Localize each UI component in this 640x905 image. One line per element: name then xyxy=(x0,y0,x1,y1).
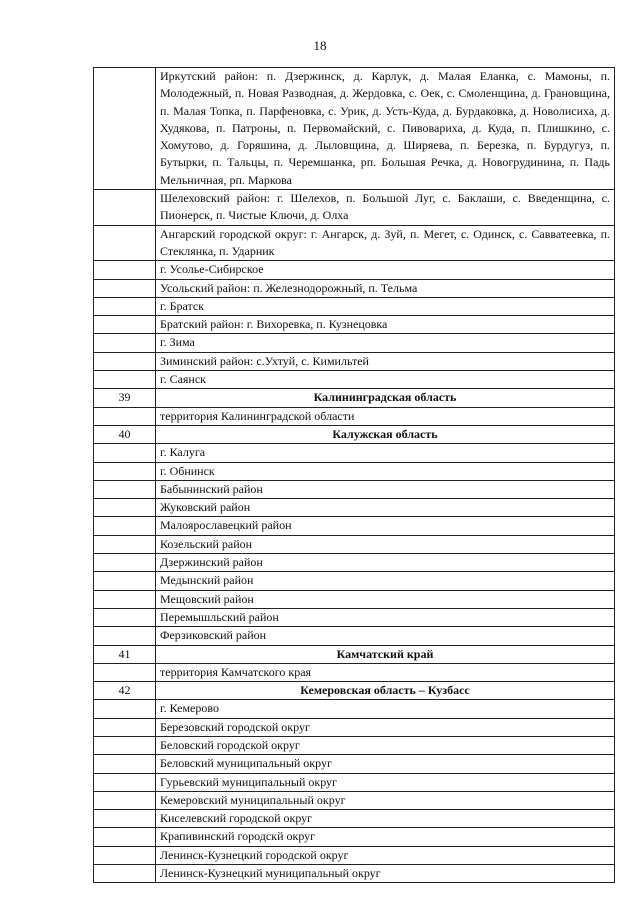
row-number xyxy=(94,480,156,498)
row-number xyxy=(94,371,156,389)
territory-name: Ангарский городской округ: г. Ангарск, д. Зуй, п. Мегет, с. Одинск, с. Савватеевка, п. Стеклянка, п. Ударник xyxy=(156,225,615,261)
territory-name: г. Обнинск xyxy=(156,462,615,480)
table-row xyxy=(94,480,615,498)
table-row xyxy=(94,462,615,480)
table-row xyxy=(94,499,615,517)
territory-name: Ферзиковский район xyxy=(156,627,615,645)
row-number xyxy=(94,608,156,626)
territory-name: г. Саянск xyxy=(156,371,615,389)
table-row xyxy=(94,371,615,389)
territory-name: г. Усолье-Сибирское xyxy=(156,261,615,279)
table-row xyxy=(94,297,615,315)
table-body xyxy=(94,68,615,883)
row-number: 39 xyxy=(94,389,156,407)
table-row xyxy=(94,700,615,718)
row-number xyxy=(94,190,156,226)
territory-name: Дзержинский район xyxy=(156,554,615,572)
table-row xyxy=(94,865,615,883)
row-number xyxy=(94,261,156,279)
territory-name: г. Калуга xyxy=(156,444,615,462)
territory-name: Медынский район xyxy=(156,572,615,590)
row-number xyxy=(94,279,156,297)
row-number xyxy=(94,755,156,773)
territory-name: Жуковский район xyxy=(156,499,615,517)
row-number xyxy=(94,791,156,809)
table-row xyxy=(94,663,615,681)
territory-name: Братский район: г. Вихоревка, п. Кузнецовка xyxy=(156,316,615,334)
territory-name: Шелеховский район: г. Шелехов, п. Большой Луг, с. Баклаши, с. Введенщина, с. Пионерск, п. Чистые Ключи, д. Олха xyxy=(156,190,615,226)
row-number xyxy=(94,316,156,334)
region-name: Калужская область xyxy=(156,425,615,443)
table-row xyxy=(94,627,615,645)
territory-name: Беловский муниципальный округ xyxy=(156,755,615,773)
table-row xyxy=(94,590,615,608)
territory-name: г. Братск xyxy=(156,297,615,315)
territory-name: г. Кемерово xyxy=(156,700,615,718)
region-header-row xyxy=(94,425,615,443)
row-number xyxy=(94,718,156,736)
territory-name: Перемышльский район xyxy=(156,608,615,626)
table-row xyxy=(94,755,615,773)
row-number: 42 xyxy=(94,682,156,700)
table-row xyxy=(94,791,615,809)
table-row xyxy=(94,352,615,370)
table-row xyxy=(94,810,615,828)
row-number xyxy=(94,700,156,718)
row-number xyxy=(94,407,156,425)
row-number xyxy=(94,334,156,352)
table-row xyxy=(94,736,615,754)
row-number xyxy=(94,773,156,791)
region-header-row xyxy=(94,682,615,700)
table-row xyxy=(94,608,615,626)
row-number xyxy=(94,554,156,572)
row-number xyxy=(94,810,156,828)
table-row xyxy=(94,517,615,535)
row-number xyxy=(94,297,156,315)
territory-name: территория Камчатского края xyxy=(156,663,615,681)
table-row xyxy=(94,190,615,226)
row-number xyxy=(94,846,156,864)
row-number xyxy=(94,517,156,535)
row-number xyxy=(94,352,156,370)
territory-name: Малоярославецкий район xyxy=(156,517,615,535)
table-row xyxy=(94,334,615,352)
row-number xyxy=(94,499,156,517)
table-row xyxy=(94,828,615,846)
table-row xyxy=(94,444,615,462)
territory-name: территория Калининградской области xyxy=(156,407,615,425)
territory-name: Гурьевский муниципальный округ xyxy=(156,773,615,791)
table-row xyxy=(94,407,615,425)
table-row xyxy=(94,773,615,791)
row-number xyxy=(94,627,156,645)
territory-name: Ленинск-Кузнецкий городской округ xyxy=(156,846,615,864)
region-header-row xyxy=(94,645,615,663)
territory-name: Кемеровский муниципальный округ xyxy=(156,791,615,809)
territory-name: Крапивинский городскй округ xyxy=(156,828,615,846)
territory-name: Мещовский район xyxy=(156,590,615,608)
territory-name: Бабынинский район xyxy=(156,480,615,498)
row-number xyxy=(94,736,156,754)
table-row xyxy=(94,279,615,297)
territory-name: Киселевский городской округ xyxy=(156,810,615,828)
territory-name: Березовский городской округ xyxy=(156,718,615,736)
row-number xyxy=(94,663,156,681)
region-name: Калининградская область xyxy=(156,389,615,407)
table-row xyxy=(94,554,615,572)
row-number xyxy=(94,68,156,190)
row-number: 41 xyxy=(94,645,156,663)
territory-name: Усольский район: п. Железнодорожный, п. Тельма xyxy=(156,279,615,297)
region-header-row xyxy=(94,389,615,407)
row-number xyxy=(94,590,156,608)
territory-name: Козельский район xyxy=(156,535,615,553)
territory-name: г. Зима xyxy=(156,334,615,352)
territory-table xyxy=(93,67,615,883)
territory-name: Зиминский район: с.Ухтуй, с. Кимильтей xyxy=(156,352,615,370)
table-row xyxy=(94,316,615,334)
table-row xyxy=(94,718,615,736)
row-number xyxy=(94,225,156,261)
table-row xyxy=(94,261,615,279)
row-number xyxy=(94,444,156,462)
territory-name: Беловский городской округ xyxy=(156,736,615,754)
row-number xyxy=(94,572,156,590)
region-name: Кемеровская область – Кузбасс xyxy=(156,682,615,700)
row-number xyxy=(94,828,156,846)
table-row xyxy=(94,68,615,190)
table-row xyxy=(94,572,615,590)
territory-name: Иркутский район: п. Дзержинск, д. Карлук, д. Малая Еланка, с. Мамоны, п. Молодежный, п. Новая Разводная, д. Жердовка, с. Оек, с. Смоленщина, д. Грановщина, п. Малая Топка, п. Парфеновка, с. Урик, д. Усть-Куда, д. Бурдаковка, д. Новолисиха, д. Худякова, п. Патроны, п. Первомайский, с. Пивовариха, д. Куда, п. Плишкино, с. Хомутово, д. Горяшина, д. Лыловщина, д. Ширяева, п. Березка, п. Бурдугуз, п. Бутырки, п. Тальцы, п. Черемшанка, рп. Большая Речка, д. Новогрудинина, п. Падь Мельничная, рп. Маркова xyxy=(156,68,615,190)
row-number xyxy=(94,535,156,553)
territory-name: Ленинск-Кузнецкий муниципальный округ xyxy=(156,865,615,883)
table-row xyxy=(94,846,615,864)
page-number: 18 xyxy=(313,38,327,53)
row-number: 40 xyxy=(94,425,156,443)
row-number xyxy=(94,462,156,480)
region-name: Камчатский край xyxy=(156,645,615,663)
table-row xyxy=(94,535,615,553)
row-number xyxy=(94,865,156,883)
table-row xyxy=(94,225,615,261)
